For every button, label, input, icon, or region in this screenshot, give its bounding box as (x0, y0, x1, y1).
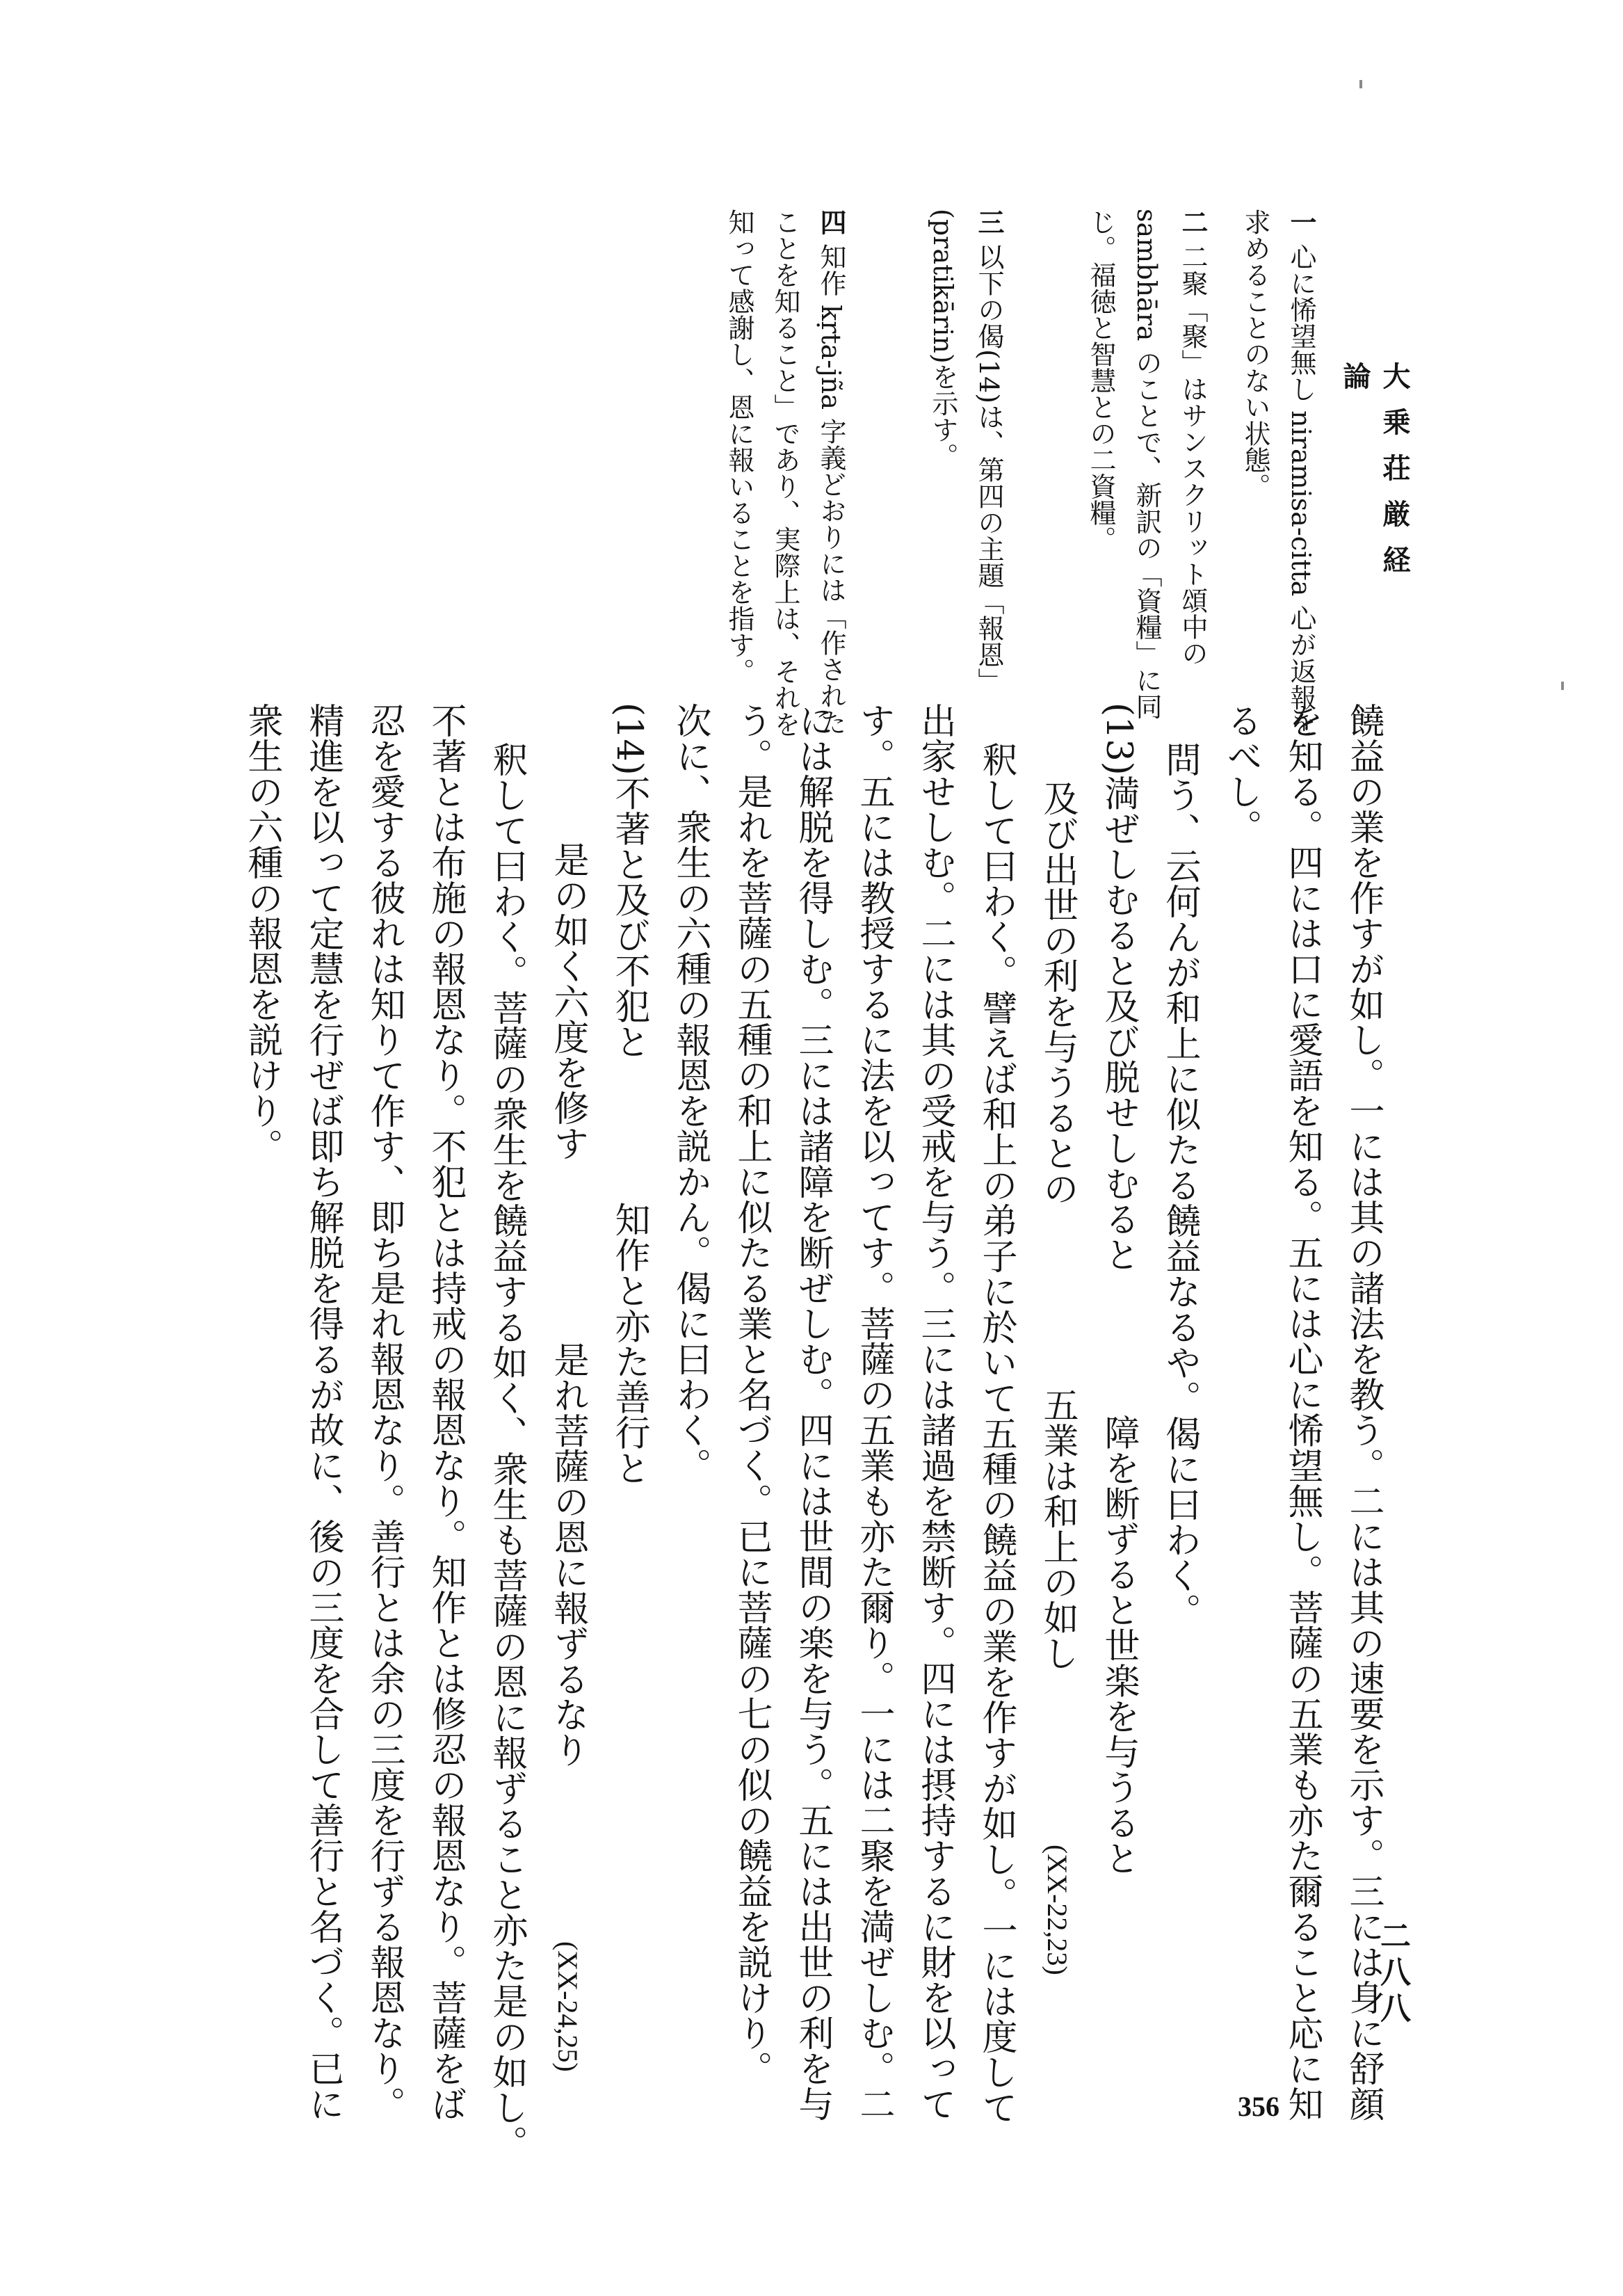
line-text: 釈して曰わく。譬えば和上の弟子に於いて五種の饒益の業を作すが如し。一には度して (976, 741, 1017, 2125)
text-line (1026, 703, 1088, 2121)
running-title: 大乗荘厳経論 (1339, 362, 1411, 591)
footnote-mark: 三 (974, 209, 1005, 235)
line-text: す。五には教授するに法を以ってす。菩薩の五業も亦た爾り。一には二聚を満ぜしむ。二 (853, 703, 894, 2121)
footnote-2 (1078, 209, 1216, 737)
text-line (414, 703, 476, 2121)
text-line (904, 703, 965, 2121)
line-text: 是の如く六度を修す (547, 842, 588, 1161)
margin-mark (1359, 80, 1362, 88)
line-text: 忍を愛する彼れは知りて作す、即ち是れ報恩なり。善行とは余の三度を行ずる報恩なり。 (364, 703, 405, 2121)
footnote-text: 知作 kṛta-jña 字義どおりには「作されたことを知ること」であり、実際上は、それを知って感謝し、恩に報いることを指す。 (724, 209, 846, 737)
text-line (965, 703, 1026, 2125)
footnote-text: 心に悕望無し niramisa-citta 心が返報を求めることのない状態。 (1240, 209, 1316, 737)
footnote-mark: 四 (816, 209, 847, 235)
footnote-1 (1232, 209, 1324, 737)
line-text: 釈して曰わく。菩薩の衆生を饒益する如く、衆生も菩薩の恩に報ずること亦た是の如し。 (486, 741, 527, 2160)
main-text (231, 703, 1394, 2160)
line-text: (14)不著と及び不犯と (608, 703, 649, 1059)
text-line (231, 703, 292, 2121)
line-text: う。是れを菩薩の五種の和上に似たる業と名づく。已に菩薩の七の似の饒益を説けり。 (731, 703, 772, 2086)
line-text: 出家せしむ。二には其の受戒を与う。三には諸過を禁断す。四には摂持するに財を以って (914, 703, 955, 2121)
verse-second-half: 障を断ずると世楽を与うると (1098, 1414, 1139, 1876)
line-text: 精進を以って定慧を行ぜば即ち解脱を得るが故に、後の三度を合して善行と名づく。已に (302, 703, 344, 2121)
verse-second-half: 五業は和上の如し (1037, 1387, 1078, 1671)
text-line (598, 703, 659, 2121)
text-line (1149, 703, 1210, 2121)
line-text: るべし。 (1220, 703, 1261, 844)
line-text: には解脱を得しむ。三には諸障を断ぜしむ。四には世間の楽を与う。五には出世の利を与 (792, 703, 833, 2121)
text-line (537, 703, 598, 2121)
text-line (1088, 703, 1149, 2121)
verse-second-half: 是れ菩薩の恩に報ずるなり (547, 1342, 588, 1767)
page-number: 356 (1238, 2091, 1279, 2122)
verse-reference: (XX-24,25) (552, 1941, 583, 2072)
footnote-text: 二聚「聚」はサンスクリット頌中の sambhāra のことで、新訳の「資糧」に同じ。福徳と智慧との二資糧。 (1085, 209, 1208, 720)
footnote-4 (716, 209, 854, 737)
text-line (292, 703, 353, 2121)
line-text: 及び出世の利を与うるとの (1037, 780, 1078, 1206)
footnote-mark: 一 (1286, 209, 1317, 235)
text-line (782, 703, 843, 2121)
line-text: (13)満ぜしむると及び脱せしむると (1098, 703, 1139, 1272)
line-text: 饒益の業を作すが如し。一には其の諸法を教う。二には其の速要を示す。三には身に舒顔 (1343, 703, 1384, 2121)
text-line (1332, 703, 1394, 2121)
line-text: 問う、云何んが和上に似たる饒益なるや。偈に曰わく。 (1159, 741, 1200, 1628)
footnote-mark: 二 (1177, 209, 1209, 235)
text-line (843, 703, 904, 2121)
line-text: 不著とは布施の報恩なり。不犯とは持戒の報恩なり。知作とは修忍の報恩なり。菩薩をば (425, 703, 466, 2121)
footnotes (700, 209, 1324, 737)
text-line (476, 703, 537, 2160)
verse-second-half: 知作と亦た善行と (608, 1201, 649, 1486)
text-line (659, 703, 720, 2121)
footnote-text: 以下の偈(14)は、第四の主題「報恩」(pratikārin)を示す。 (928, 209, 1004, 695)
line-text: を知る。四には口に愛語を知る。五には心に悕望無し。菩薩の五業も亦た爾ること応に知 (1282, 703, 1323, 2121)
line-text: 次に、衆生の六種の報恩を説かん。偈に曰わく。 (670, 703, 711, 1483)
text-line (720, 703, 782, 2121)
footnote-3 (920, 209, 1012, 737)
text-line (1271, 703, 1332, 2121)
verse-reference: (XX-22,23) (1042, 1845, 1073, 1975)
line-text: 衆生の六種の報恩を説けり。 (241, 703, 282, 1164)
folio-kanji: 二八八 (1375, 1920, 1410, 2028)
text-line (353, 703, 414, 2121)
margin-mark (1561, 682, 1564, 690)
text-line (1210, 703, 1271, 2121)
